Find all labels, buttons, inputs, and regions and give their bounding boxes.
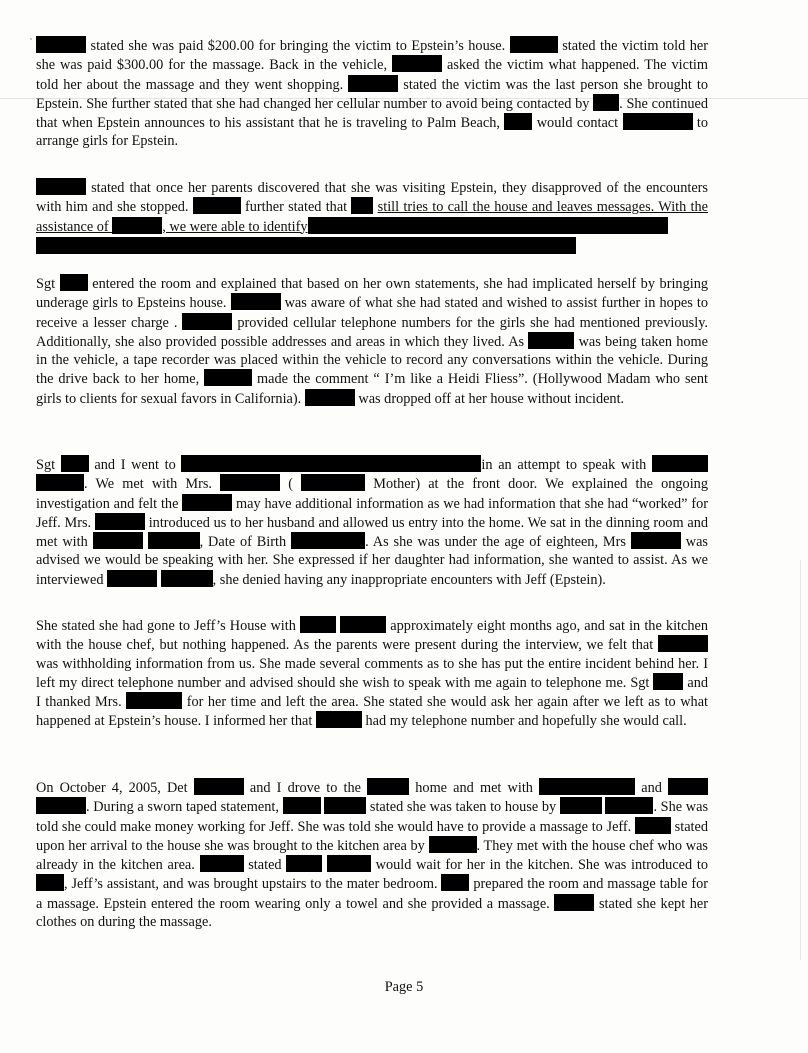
redaction-block — [60, 274, 88, 291]
redaction-block — [631, 532, 681, 549]
redaction-block — [348, 75, 398, 92]
paragraph-text: was withholding information from us. She made several comments as to she has put the entire incident behind her. I left my direct telephone number and advised should she wish to speak with me again to telephone me. Sgt — [36, 655, 708, 691]
redaction-block — [200, 855, 244, 872]
redaction-block — [658, 635, 708, 652]
paragraph-text: had my telephone number and hopefully she would call. — [365, 713, 687, 730]
paragraph-text: in an attempt to speak with — [481, 457, 652, 473]
redaction-block — [220, 474, 280, 491]
paragraph-text: Sgt — [36, 457, 61, 473]
paragraph-text: was aware of what she had stated and wished to assist further in hopes to receive a lesser charge . — [36, 295, 708, 331]
paragraph-text: . She was told she could make money working for Jeff. She was told she would have to provide a massage to Jeff. — [36, 799, 709, 835]
paragraph-text: , Date of Birth — [199, 534, 292, 551]
paragraph-6 — [36, 778, 708, 931]
paragraph-text: for her time and left the area. She stated she would ask her again after we left as to what happened at Epstein’s house. I informed her that — [36, 694, 709, 730]
redaction-block — [286, 855, 322, 872]
paragraph-text: was being taken home in the vehicle, a tape recorder was placed within the vehicle to record any conversations within the vehicle. During the drive back to her home, — [36, 333, 708, 388]
redaction-block — [593, 94, 619, 111]
redaction-block — [367, 778, 409, 795]
paragraph-text: prepared the room and massage table for a massage. Epstein entered the room wearing only a towel and she provided a massage. — [36, 876, 709, 912]
paragraph-text: . We met with Mrs. — [84, 476, 221, 493]
paragraph-text: stated she was paid $200.00 for bringing the victim to Epstein’s house. — [90, 38, 510, 54]
scan-edge — [800, 560, 801, 960]
redaction-block — [193, 197, 241, 214]
paragraph-text: . She continued that when Epstein announces to his assistant that he is traveling to Palm Beach, — [36, 95, 709, 132]
redaction-block — [554, 894, 594, 911]
paragraph-text: and I drove to the — [249, 780, 368, 796]
paragraph-text: , she denied having any inappropriate encounters with Jeff (Epstein). — [212, 571, 606, 588]
redaction-block — [324, 797, 366, 814]
paragraph-text: stated the victim was the last person she brought to Epstein. She further stated that she had changed her cellular number to avoid being contacted by — [36, 76, 708, 112]
redaction-block — [93, 532, 143, 549]
redaction-block — [231, 293, 281, 310]
paragraph-text: home and met with — [415, 780, 540, 796]
redaction-block — [112, 217, 162, 234]
paragraph-text: to arrange girls for Epstein. — [36, 115, 709, 150]
paragraph-text: , Jeff’s assistant, and was brought upstairs to the mater bedroom. — [64, 876, 442, 893]
paragraph-text: was dropped off at her house without incident. — [358, 390, 625, 407]
redaction-block — [283, 797, 321, 814]
paragraph-text: may have additional information as we had information that she had “worked” for Jeff. Mrs. — [36, 495, 708, 531]
redaction-block — [623, 113, 693, 130]
redaction-block — [305, 389, 355, 406]
redaction-block — [510, 36, 558, 53]
redaction-block — [653, 673, 683, 690]
redaction-block — [182, 313, 232, 330]
redaction-block — [351, 197, 373, 214]
paragraph-text: stated she kept her clothes on during the massage. — [36, 895, 709, 931]
paragraph-text: stated that once her parents discovered that she was visiting Epstein, they disapproved of the encounters with him and she stopped. — [36, 180, 708, 216]
redaction-block — [605, 797, 653, 814]
redaction-block — [301, 474, 365, 491]
redaction-block — [194, 778, 244, 795]
paragraph-text: . As she was under the age of eighteen, Mrs — [365, 534, 631, 551]
redaction-block — [126, 692, 182, 709]
redaction-block — [204, 369, 252, 386]
paragraph-text: would contact — [536, 115, 623, 132]
paragraph-1 — [36, 36, 708, 151]
paragraph-text: Mother) at the front door. We explained the ongoing investigation and felt the — [36, 476, 708, 512]
page-number: Page 5 — [384, 979, 424, 995]
paragraph-text: and — [641, 780, 668, 796]
scan-speck — [30, 38, 32, 40]
paragraph-text: stated — [248, 857, 287, 874]
redaction-block — [340, 616, 386, 633]
redaction-block — [36, 36, 86, 53]
paragraph-2 — [36, 178, 708, 254]
paragraph-text: stated the victim told her she was paid $300.00 for the massage. Back in the vehicle, — [36, 38, 709, 74]
redaction-block — [148, 532, 200, 549]
paragraph-text: introduced us to her husband and allowed us entry into the home. We sat in the dinning room and met with — [36, 514, 708, 551]
paragraph-text: entered the room and explained that based on her own statements, she had implicated herself by bringing underage girls to Epsteins house. — [36, 276, 708, 312]
paragraph-text: would wait for her in the kitchen. She was introduced to — [375, 857, 708, 874]
redaction-block — [668, 778, 708, 795]
paragraph-text: . During a sworn taped statement, — [86, 799, 283, 816]
paragraph-text: still tries to call the house and leaves messages. With the assistance of — [36, 199, 709, 235]
paragraph-text: ( — [288, 476, 302, 493]
paragraph-text: and I thanked Mrs. — [36, 674, 709, 711]
redaction-block — [36, 237, 576, 254]
redaction-block — [36, 797, 86, 814]
redaction-block — [36, 874, 64, 891]
redaction-block — [36, 178, 86, 195]
redaction-block — [528, 332, 574, 349]
paragraph-text: asked the victim what happened. The victim told her about the massage and they went shopping. — [36, 57, 709, 93]
paragraph-text: and I went to — [94, 457, 182, 473]
paragraph-text: was advised we would be speaking with her. She expressed if her daughter had information, she wanted to assist. As we interviewed — [36, 534, 708, 588]
redaction-block — [161, 570, 213, 587]
paragraph-text: . They met with the house chef who was already in the kitchen area. — [36, 837, 708, 874]
redaction-block — [36, 474, 84, 491]
paragraph-text: , we were able to identify — [162, 218, 308, 235]
paragraph-5 — [36, 616, 708, 731]
paragraph-text: Sgt — [36, 276, 60, 292]
redaction-block — [504, 113, 532, 130]
paragraph-text: provided cellular telephone numbers for the girls she had mentioned previously. Additionally, she also provided possible addresses and areas in which they lived. As — [36, 314, 708, 350]
redaction-block — [308, 217, 668, 234]
paragraph-text: On October 4, 2005, Det — [36, 780, 194, 796]
redaction-block — [441, 874, 469, 891]
paragraph-text: She stated she had gone to Jeff’s House with — [36, 618, 301, 634]
redaction-block — [291, 532, 365, 549]
paragraph-text: made the comment “ I’m like a Heidi Fliess”. (Hollywood Madam who sent girls to clients for sexual favors in California). — [36, 371, 708, 407]
redaction-block — [300, 616, 336, 633]
redaction-block — [392, 55, 442, 72]
paragraph-4 — [36, 455, 708, 589]
redaction-block — [316, 711, 362, 728]
paragraph-text: stated she was taken to house by — [369, 799, 560, 816]
redaction-block — [182, 494, 232, 511]
redaction-block — [652, 455, 708, 472]
redaction-block — [327, 855, 371, 872]
redaction-block — [181, 455, 481, 472]
paragraph-text: stated upon her arrival to the house she was brought to the kitchen area by — [36, 818, 709, 854]
redaction-block — [61, 455, 89, 472]
paragraph-text: approximately eight months ago, and sat in the kitchen with the house chef, but nothing happened. As the parents were present during the interview, we felt that — [36, 618, 708, 654]
paragraph-3 — [36, 274, 708, 408]
redaction-block — [95, 513, 145, 530]
redaction-block — [560, 797, 602, 814]
redaction-block — [429, 836, 477, 853]
redaction-block — [107, 570, 157, 587]
redaction-block — [539, 778, 635, 795]
paragraph-text: further stated that — [244, 199, 352, 216]
redaction-block — [635, 817, 671, 834]
